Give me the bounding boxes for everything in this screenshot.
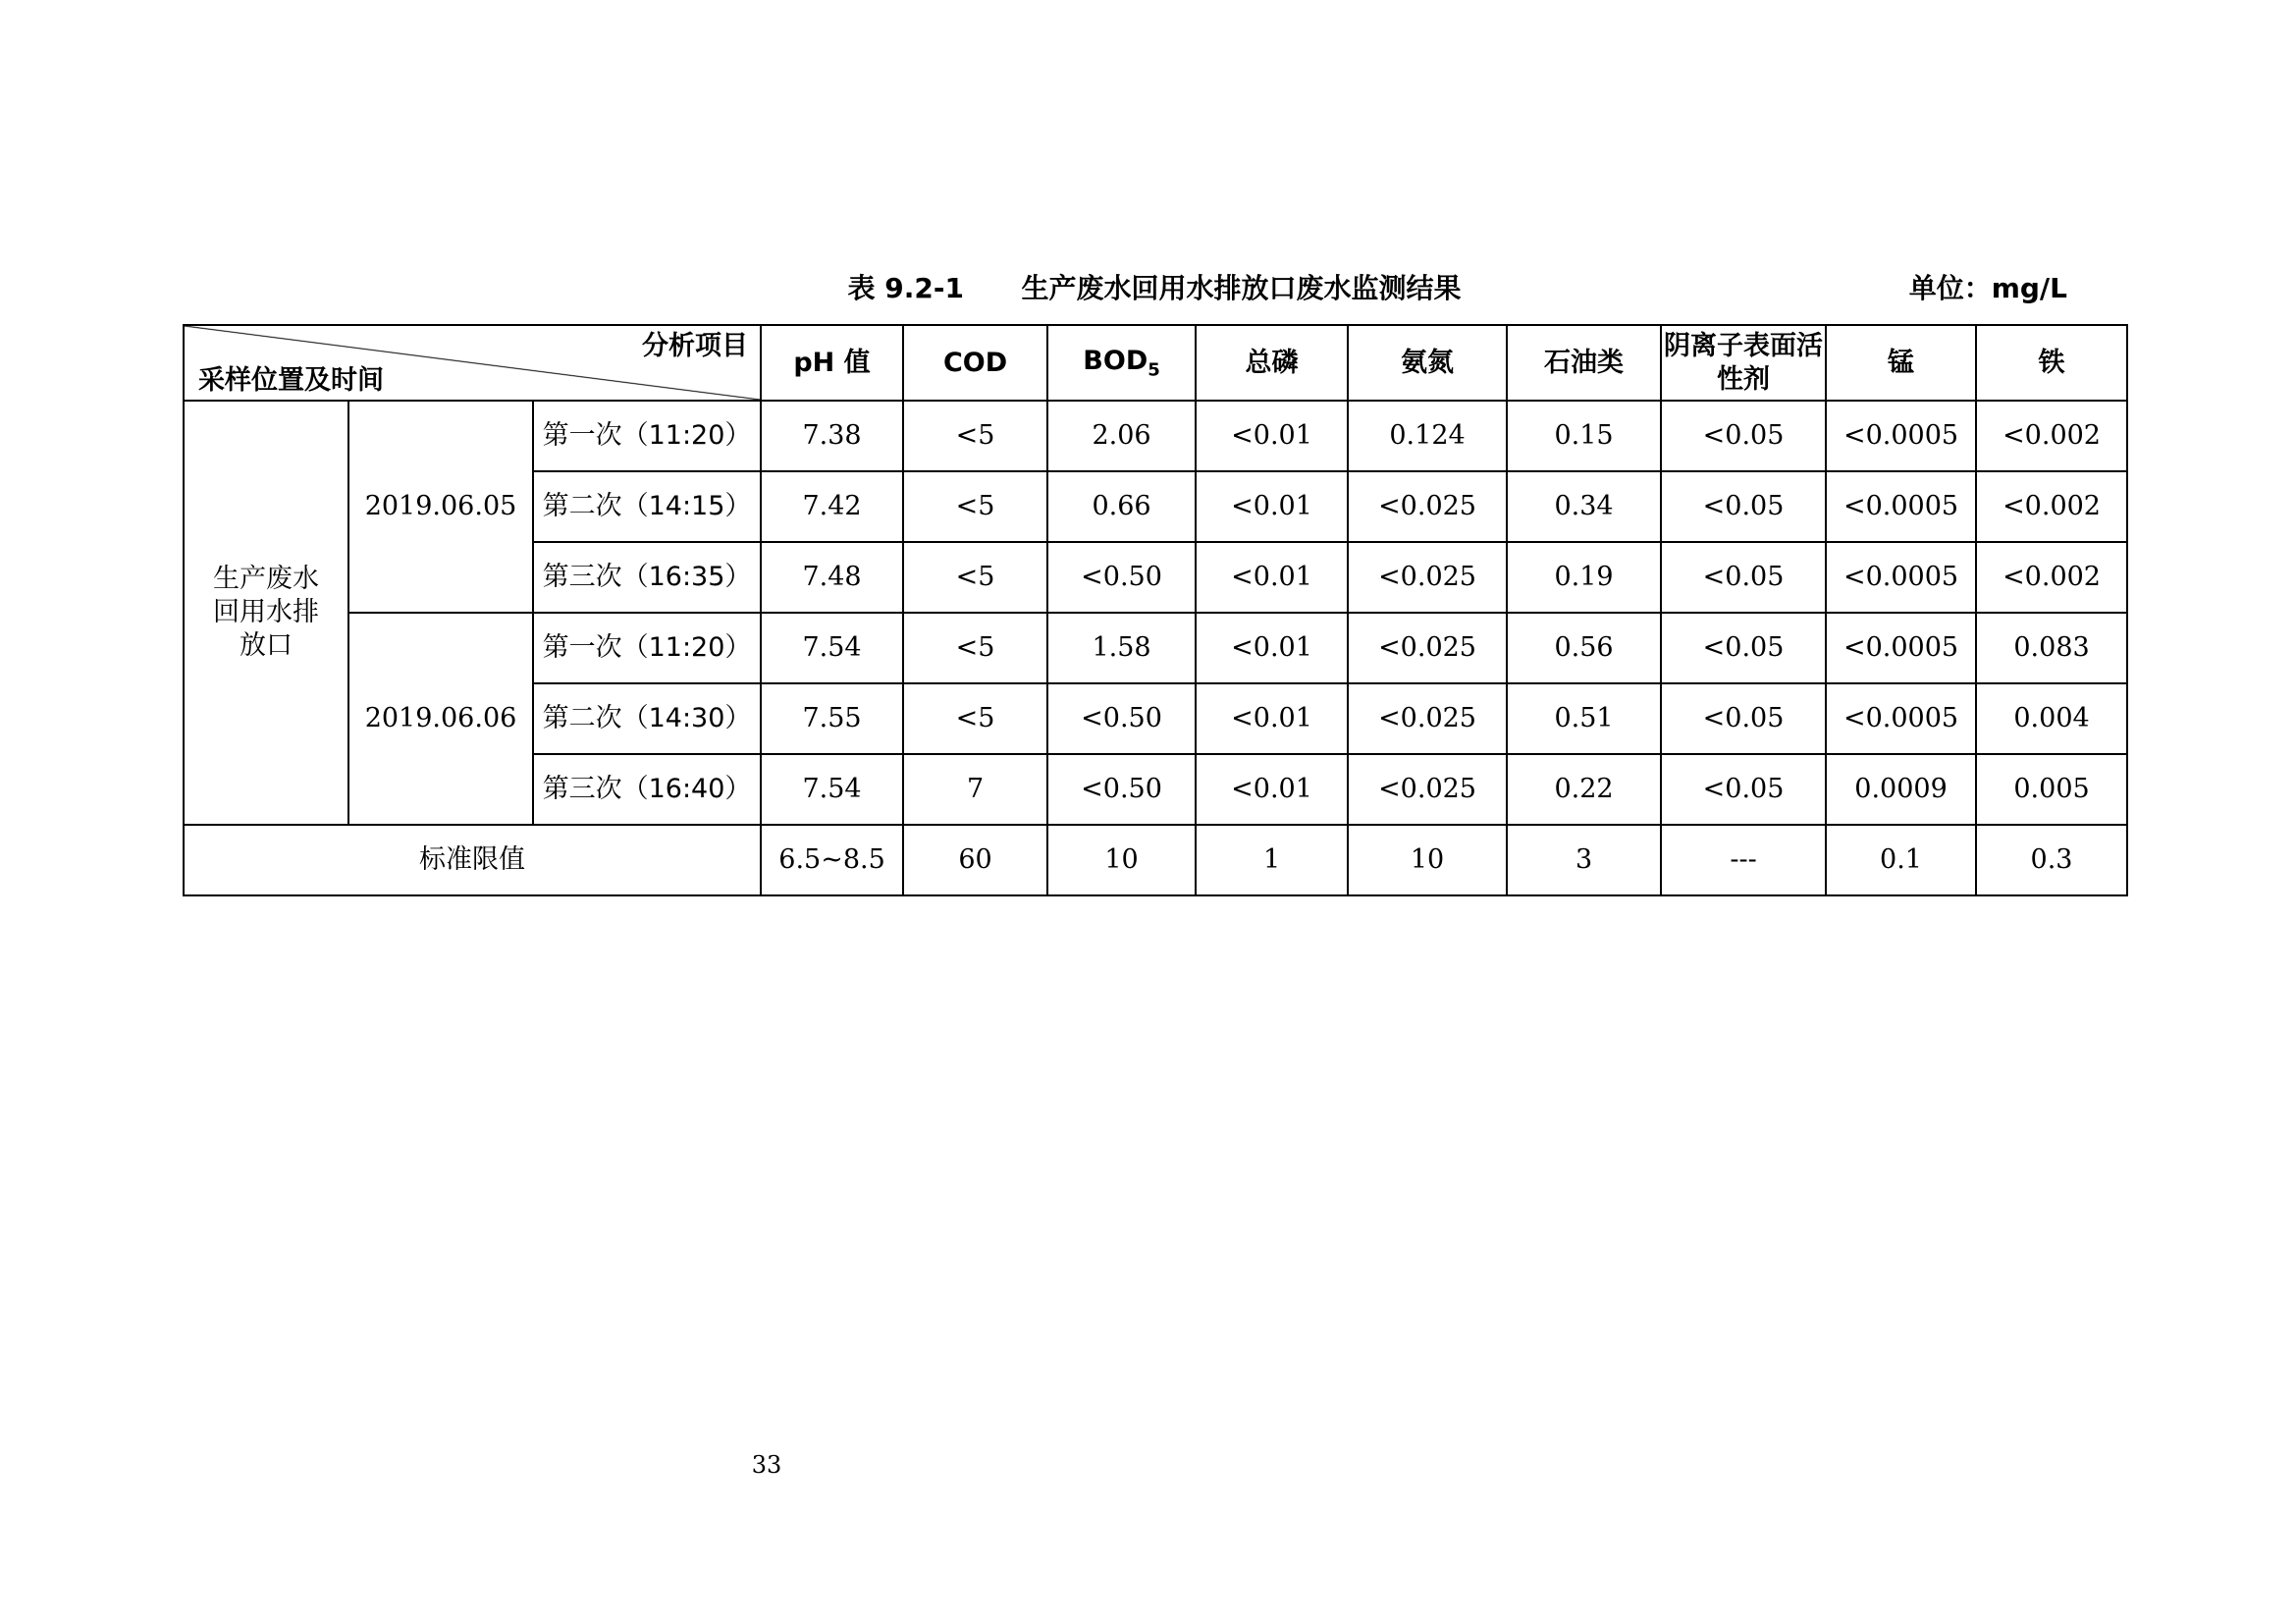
col-bod5-subscript: 5 bbox=[1148, 358, 1160, 380]
standard-value-cell: 3 bbox=[1507, 825, 1661, 895]
value-cell: <0.01 bbox=[1196, 471, 1348, 542]
value-cell: 7.38 bbox=[761, 401, 903, 471]
value-cell: 0.56 bbox=[1507, 613, 1661, 683]
sample-time-cell: 第二次（14:15） bbox=[533, 471, 761, 542]
sample-time-cell: 第一次（11:20） bbox=[533, 613, 761, 683]
value-cell: <0.50 bbox=[1047, 754, 1196, 825]
col-manganese: 锰 bbox=[1826, 325, 1976, 401]
standard-limit-label: 标准限值 bbox=[184, 825, 761, 895]
value-cell: <0.025 bbox=[1348, 542, 1507, 613]
sample-time-cell: 第三次（16:40） bbox=[533, 754, 761, 825]
value-cell: <0.002 bbox=[1976, 401, 2127, 471]
value-cell: <0.0005 bbox=[1826, 401, 1976, 471]
header-row bbox=[184, 325, 2127, 401]
col-ph: pH 值 bbox=[761, 325, 903, 401]
page-number: 33 bbox=[751, 1451, 782, 1479]
sampling-location-cell: 生产废水回用水排放口 bbox=[184, 401, 348, 825]
sampling-date-cell: 2019.06.05 bbox=[348, 401, 533, 613]
value-cell: 0.34 bbox=[1507, 471, 1661, 542]
sample-time-cell: 第一次（11:20） bbox=[533, 401, 761, 471]
value-cell: 0.005 bbox=[1976, 754, 2127, 825]
value-cell: 1.58 bbox=[1047, 613, 1196, 683]
sample-time-cell: 第二次（14:30） bbox=[533, 683, 761, 754]
table-row bbox=[184, 401, 2127, 471]
value-cell: 7.42 bbox=[761, 471, 903, 542]
table-title: 表 9.2-1 生产废水回用水排放口废水监测结果 bbox=[847, 272, 1462, 304]
corner-header-cell bbox=[184, 325, 761, 401]
value-cell: <0.05 bbox=[1661, 401, 1826, 471]
table-caption bbox=[183, 267, 2126, 310]
value-cell: <0.50 bbox=[1047, 683, 1196, 754]
value-cell: <0.01 bbox=[1196, 683, 1348, 754]
value-cell: <0.01 bbox=[1196, 613, 1348, 683]
col-total-phosphorus: 总磷 bbox=[1196, 325, 1348, 401]
value-cell: <5 bbox=[903, 401, 1047, 471]
monitoring-results-table bbox=[183, 324, 2128, 896]
value-cell: <0.05 bbox=[1661, 683, 1826, 754]
col-iron: 铁 bbox=[1976, 325, 2127, 401]
value-cell: <0.01 bbox=[1196, 401, 1348, 471]
value-cell: 0.15 bbox=[1507, 401, 1661, 471]
value-cell: <0.01 bbox=[1196, 542, 1348, 613]
value-cell: 0.19 bbox=[1507, 542, 1661, 613]
col-cod: COD bbox=[903, 325, 1047, 401]
col-ammonia-nitrogen: 氨氮 bbox=[1348, 325, 1507, 401]
sampling-date-cell: 2019.06.06 bbox=[348, 613, 533, 825]
standard-value-cell: 60 bbox=[903, 825, 1047, 895]
value-cell: <0.05 bbox=[1661, 613, 1826, 683]
value-cell: <5 bbox=[903, 683, 1047, 754]
value-cell: 7.48 bbox=[761, 542, 903, 613]
value-cell: 2.06 bbox=[1047, 401, 1196, 471]
value-cell: <0.025 bbox=[1348, 683, 1507, 754]
value-cell: 0.66 bbox=[1047, 471, 1196, 542]
value-cell: 7 bbox=[903, 754, 1047, 825]
value-cell: <0.0005 bbox=[1826, 542, 1976, 613]
col-petroleum: 石油类 bbox=[1507, 325, 1661, 401]
standard-limit-row bbox=[184, 825, 2127, 895]
value-cell: 0.124 bbox=[1348, 401, 1507, 471]
value-cell: <0.01 bbox=[1196, 754, 1348, 825]
value-cell: <5 bbox=[903, 542, 1047, 613]
standard-value-cell: 0.3 bbox=[1976, 825, 2127, 895]
value-cell: <5 bbox=[903, 471, 1047, 542]
standard-value-cell: 6.5~8.5 bbox=[761, 825, 903, 895]
value-cell: <0.05 bbox=[1661, 754, 1826, 825]
value-cell: <0.0005 bbox=[1826, 613, 1976, 683]
table-row bbox=[184, 613, 2127, 683]
sample-time-cell: 第三次（16:35） bbox=[533, 542, 761, 613]
value-cell: <0.0005 bbox=[1826, 471, 1976, 542]
value-cell: 0.083 bbox=[1976, 613, 2127, 683]
value-cell: 0.004 bbox=[1976, 683, 2127, 754]
value-cell: <0.002 bbox=[1976, 542, 2127, 613]
standard-value-cell: 0.1 bbox=[1826, 825, 1976, 895]
value-cell: 0.22 bbox=[1507, 754, 1661, 825]
value-cell: 0.51 bbox=[1507, 683, 1661, 754]
value-cell: <0.025 bbox=[1348, 754, 1507, 825]
col-bod5-text: BOD bbox=[1083, 345, 1148, 376]
value-cell: <5 bbox=[903, 613, 1047, 683]
value-cell: 0.0009 bbox=[1826, 754, 1976, 825]
value-cell: <0.50 bbox=[1047, 542, 1196, 613]
corner-sampling-location-time: 采样位置及时间 bbox=[198, 365, 384, 397]
value-cell: 7.54 bbox=[761, 754, 903, 825]
standard-value-cell: 1 bbox=[1196, 825, 1348, 895]
corner-analysis-items: 分析项目 bbox=[642, 331, 749, 361]
value-cell: <0.025 bbox=[1348, 613, 1507, 683]
col-anionic-surfactant: 阴离子表面活性剂 bbox=[1661, 325, 1826, 401]
col-bod5 bbox=[1047, 325, 1196, 401]
standard-value-cell: --- bbox=[1661, 825, 1826, 895]
value-cell: 7.55 bbox=[761, 683, 903, 754]
value-cell: <0.05 bbox=[1661, 471, 1826, 542]
value-cell: 7.54 bbox=[761, 613, 903, 683]
value-cell: <0.0005 bbox=[1826, 683, 1976, 754]
standard-value-cell: 10 bbox=[1047, 825, 1196, 895]
standard-value-cell: 10 bbox=[1348, 825, 1507, 895]
value-cell: <0.002 bbox=[1976, 471, 2127, 542]
value-cell: <0.025 bbox=[1348, 471, 1507, 542]
unit-label: 单位：mg/L bbox=[1908, 272, 2067, 304]
value-cell: <0.05 bbox=[1661, 542, 1826, 613]
